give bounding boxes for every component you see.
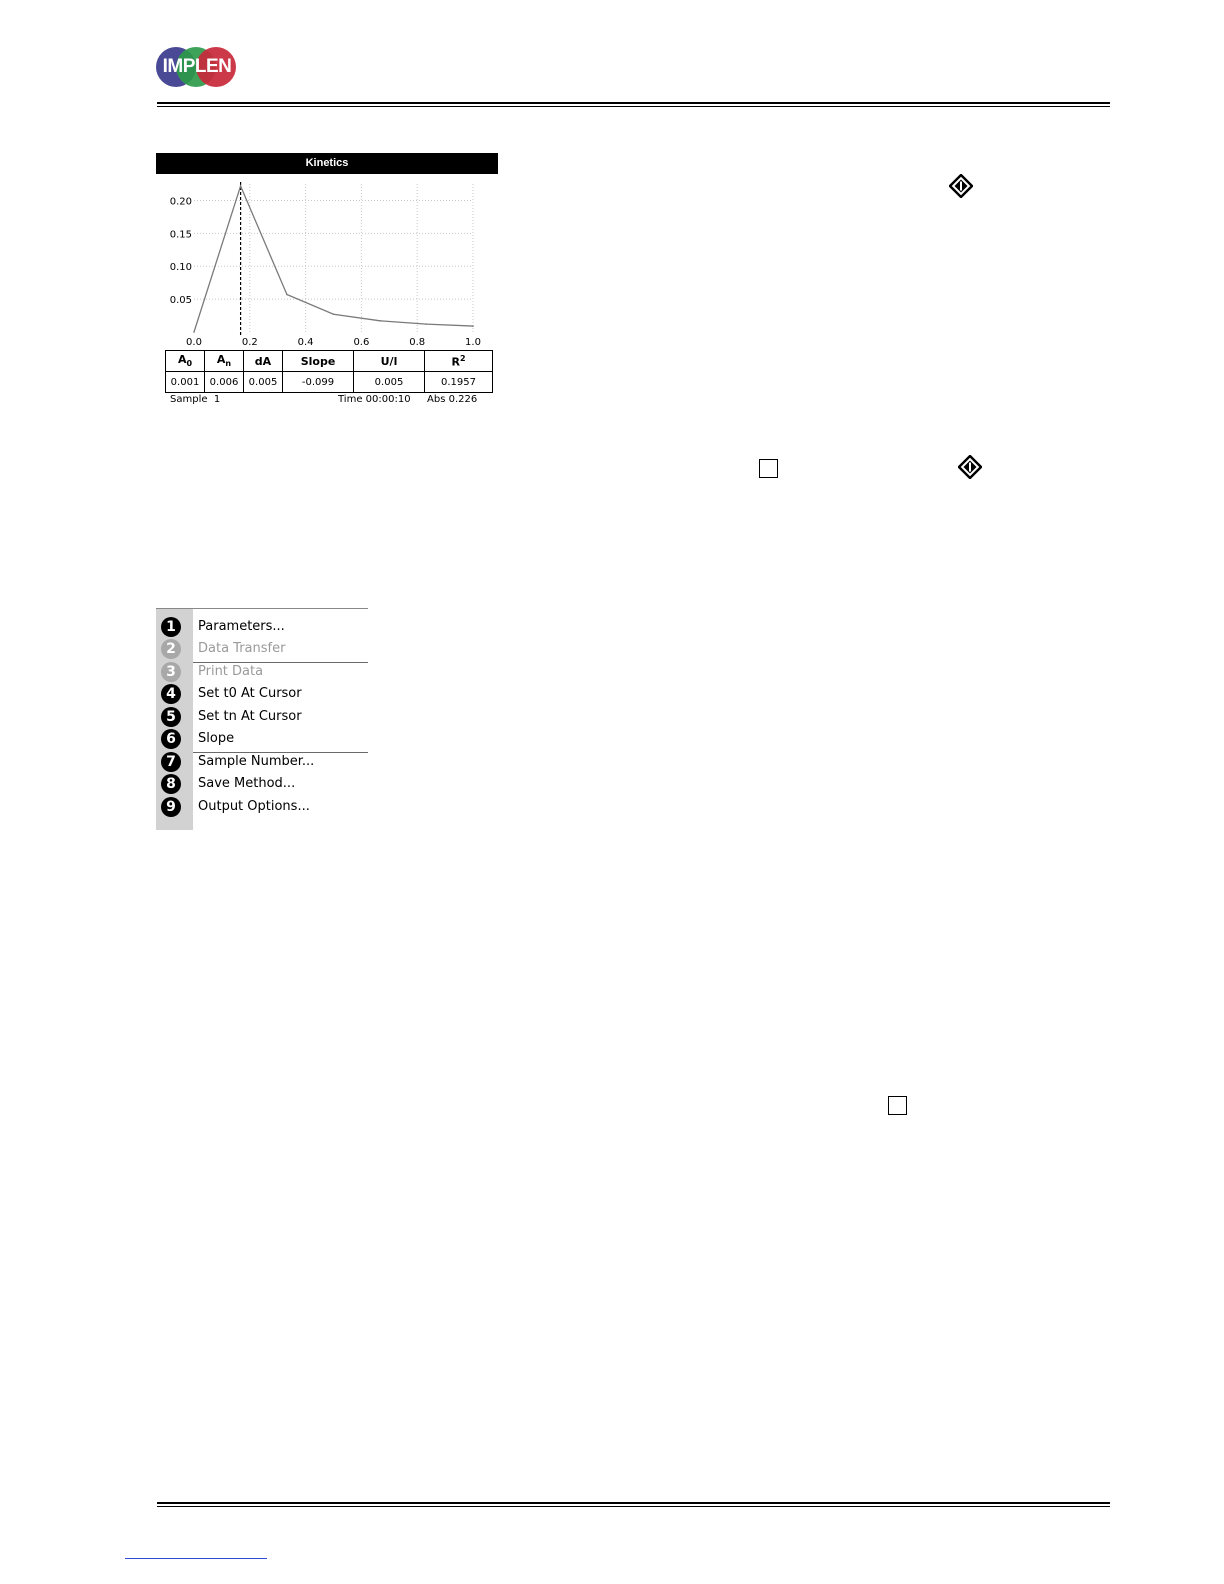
menu-item-number-icon: 6 [161, 729, 181, 749]
status-time: Time 00:00:10 [338, 394, 411, 405]
results-value-cell: 0.001 [166, 372, 205, 393]
results-value-cell: 0.005 [354, 372, 425, 393]
x-tick-label: 0.4 [297, 337, 314, 348]
key-square-icon-2 [888, 1096, 907, 1115]
menu-top-border [156, 608, 368, 609]
menu-item-number-icon: 1 [161, 617, 181, 637]
header-subscript: 0 [186, 359, 193, 369]
menu-item[interactable] [156, 683, 368, 705]
kinetics-chart[interactable] [156, 174, 498, 350]
y-tick-label: 0.10 [169, 262, 192, 274]
results-value-cell: 0.005 [244, 372, 283, 393]
menu-separator [193, 662, 368, 663]
header-text: U/l [380, 354, 398, 368]
status-abs: Abs 0.226 [427, 394, 478, 405]
menu-item[interactable] [156, 796, 368, 818]
results-value-cell: 0.006 [205, 372, 244, 393]
results-header-cell [205, 351, 244, 372]
kinetics-results-table [165, 350, 493, 393]
header-subscript: n [225, 359, 232, 369]
menu-item-number-icon: 4 [161, 684, 181, 704]
data-point [333, 313, 335, 315]
menu-item-number-icon: 9 [161, 797, 181, 817]
logo-text: IMPLEN [162, 56, 232, 77]
header-rule-thin [157, 106, 1110, 107]
key-square-icon [759, 459, 778, 478]
menu-item-label: Set t0 At Cursor [198, 686, 302, 701]
header-rule [157, 102, 1110, 104]
menu-item[interactable] [156, 616, 368, 638]
header-text: A [177, 353, 187, 367]
menu-item-number-icon: 5 [161, 707, 181, 727]
menu-item[interactable] [156, 661, 368, 683]
kinetics-title: Kinetics [156, 153, 498, 174]
results-header-cell [283, 351, 354, 372]
data-point [286, 294, 288, 296]
start-key-icon [949, 174, 973, 198]
results-value-row [166, 372, 493, 393]
menu-item-number-icon: 3 [161, 662, 181, 682]
menu-item-label: Slope [198, 731, 235, 746]
x-tick-label: 0.8 [409, 337, 426, 348]
data-point [379, 320, 381, 322]
menu-item[interactable] [156, 773, 368, 795]
kinetics-screen [156, 153, 498, 413]
results-header-cell [244, 351, 283, 372]
options-menu [156, 608, 368, 830]
x-tick-label: 0.2 [241, 337, 258, 348]
results-header-row [166, 351, 493, 372]
menu-item[interactable] [156, 728, 368, 750]
data-point [240, 185, 242, 187]
menu-item-label: Data Transfer [198, 641, 286, 656]
x-tick-label: 1.0 [465, 337, 481, 348]
footer-link-underline[interactable] [125, 1558, 267, 1559]
data-point [426, 323, 428, 325]
x-tick-label: 0.0 [186, 337, 202, 348]
x-tick-label: 0.6 [353, 337, 370, 348]
menu-item-label: Sample Number... [198, 754, 315, 769]
menu-item-label: Save Method... [198, 776, 296, 791]
results-value-cell: 0.1957 [425, 372, 493, 393]
menu-item[interactable] [156, 638, 368, 660]
menu-item-number-icon: 7 [161, 752, 181, 772]
series-line [194, 186, 473, 332]
footer-rule [157, 1502, 1110, 1504]
header-superscript: 2 [459, 353, 466, 363]
menu-item-label: Output Options... [198, 799, 310, 814]
menu-item[interactable] [156, 751, 368, 773]
header-text: A [216, 353, 226, 367]
header-text: dA [254, 354, 272, 368]
menu-item[interactable] [156, 706, 368, 728]
data-point [472, 325, 474, 327]
y-tick-label: 0.20 [169, 196, 192, 208]
header-text: R [451, 355, 460, 369]
menu-separator [193, 752, 368, 753]
y-tick-label: 0.05 [169, 295, 192, 307]
status-sample: Sample 1 [170, 394, 221, 405]
results-value-cell: -0.099 [283, 372, 354, 393]
implen-logo [154, 47, 240, 91]
results-header-cell [425, 351, 493, 372]
y-tick-label: 0.15 [169, 229, 192, 241]
header-text: Slope [300, 354, 336, 368]
menu-item-label: Parameters... [198, 619, 285, 634]
data-point [193, 331, 195, 333]
menu-item-number-icon: 8 [161, 774, 181, 794]
results-header-cell [166, 351, 205, 372]
results-header-cell [354, 351, 425, 372]
menu-item-number-icon: 2 [161, 639, 181, 659]
start-key-icon-2 [958, 455, 982, 479]
menu-item-label: Print Data [198, 664, 264, 679]
footer-rule-thin [157, 1506, 1110, 1507]
menu-item-label: Set tn At Cursor [198, 709, 302, 724]
